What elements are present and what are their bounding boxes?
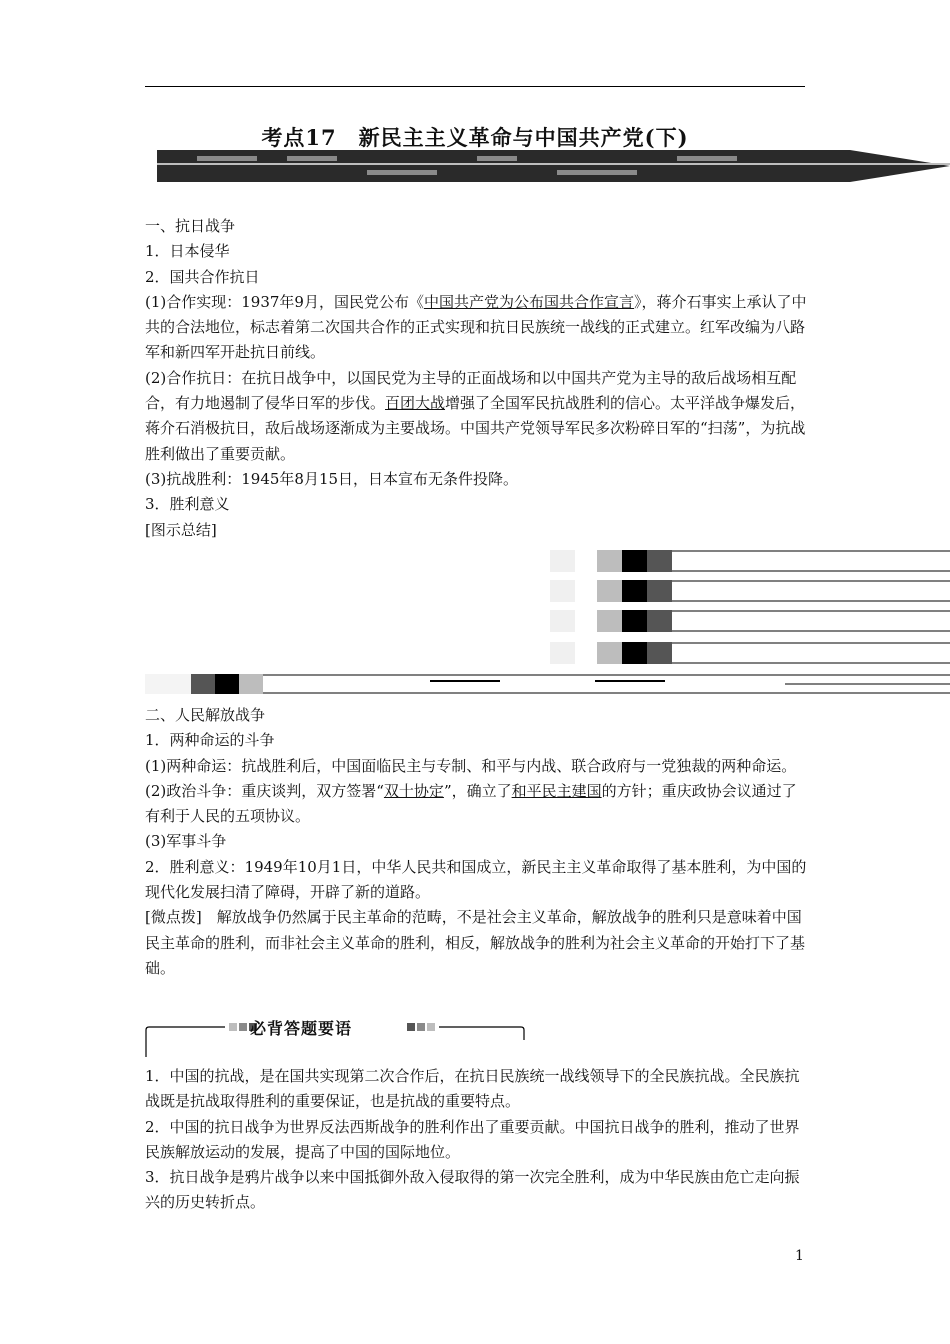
- figure-label: [图示总结]: [145, 520, 217, 539]
- diagram-block: [597, 642, 622, 664]
- section-anti-japanese-war: [145, 214, 809, 543]
- diagram-block: [622, 580, 647, 602]
- underlined-term: 中国共产党为公布国共合作宣言: [423, 292, 634, 311]
- tip-paragraph: [微点拨] 解放战争仍然属于民主革命的范畴，不是社会主义革命，解放战争的胜利只是意味着中国民主革命的胜利，而非社会主义革命的胜利，相反，解放战争的胜利为社会主义革命的开始打下了基础。: [145, 908, 806, 977]
- underlined-term: 和平民主建国: [511, 781, 602, 800]
- diagram-block: [597, 610, 622, 632]
- paragraph: 2．胜利意义：1949年10月1日，中华人民共和国成立，新民主主义革命取得了基本胜利，为中国的现代化发展扫清了障碍，开辟了新的道路。: [145, 857, 807, 902]
- section-heading: 一、抗日战争: [145, 217, 236, 235]
- header-rule: [145, 86, 805, 87]
- diagram-block: [647, 610, 672, 632]
- diagram-block: [550, 550, 575, 572]
- diagram-block: [647, 550, 672, 572]
- section-heading: 二、人民解放战争: [145, 706, 266, 724]
- diagram-block: [239, 674, 263, 694]
- diagram-block: [622, 610, 647, 632]
- key-point: 3．抗日战争是鸦片战争以来中国抵御外敌入侵取得的第一次完全胜利，成为中华民族由危亡走向振兴的历史转折点。: [145, 1168, 800, 1212]
- diagram-block: [550, 580, 575, 602]
- banner-title: 必背答题要语: [250, 1019, 353, 1038]
- diagram-block: [550, 610, 575, 632]
- key-point: 2．中国的抗日战争为世界反法西斯战争的胜利作出了重要贡献。中国抗日战争的胜利，推动了世界民族解放运动的发展，提高了中国的国际地位。: [145, 1117, 800, 1161]
- page-number: 1: [795, 1248, 804, 1264]
- paragraph: (1)两种命运：抗战胜利后，中国面临民主与专制、和平与内战、联合政府与一党独裁的两种命运。: [145, 756, 797, 775]
- diagram-block: [191, 674, 215, 694]
- diagram-block: [647, 642, 672, 664]
- diagram-block: [550, 642, 575, 664]
- paragraph: (3)军事斗争: [145, 832, 227, 851]
- paragraph: (2)政治斗争：重庆谈判，双方签署“双十协定”，确立了和平民主建国的方针；重庆政协会议通过了有利于人民的五项协议。: [145, 781, 797, 826]
- diagram-block: [597, 580, 622, 602]
- key-point: 1．中国的抗战，是在国共实现第二次合作后，在抗日民族统一战线领导下的全民族抗战。全民族抗战既是抗战取得胜利的重要保证，也是抗战的重要特点。: [145, 1067, 800, 1111]
- title-decoration-band: [157, 150, 950, 182]
- paragraph: (2)合作抗日：在抗日战争中，以国民党为主导的正面战场和以中国共产党为主导的敌后战场相互配合，有力地遏制了侵华日军的步伐。百团大战增强了全国军民抗战胜利的信心。太平洋战争爆发后，蒋介石消极抗日，敌后战场逐渐成为主要战场。中国共产党领导军民多次粉碎日军的“扫荡”，为抗战胜利做出了重要贡献。: [145, 368, 806, 463]
- paragraph: (3)抗战胜利：1945年8月15日，日本宣布无条件投降。: [145, 469, 519, 488]
- subheading: 1．日本侵华: [145, 242, 230, 261]
- diagram-block: [145, 674, 191, 694]
- section-liberation-war: [145, 703, 809, 981]
- subheading: 2．国共合作抗日: [145, 267, 260, 286]
- subheading: 1．两种命运的斗争: [145, 731, 275, 750]
- summary-diagram: [145, 548, 950, 696]
- key-points: [145, 1064, 809, 1216]
- page-title: 考点17 新民主主义革命与中国共产党(下): [261, 125, 689, 150]
- underlined-term: 百团大战: [385, 394, 446, 413]
- diagram-block: [215, 674, 239, 694]
- underlined-term: 双十协定: [383, 781, 444, 800]
- diagram-block: [622, 550, 647, 572]
- paragraph: (1)合作实现：1937年9月，国民党公布《中国共产党为公布国共合作宣言》，蒋介石事实上承认了中共的合法地位，标志着第二次国共合作的正式实现和抗日民族统一战线的正式建立。红军改编为八路军和新四军开赴抗日前线。: [145, 292, 807, 362]
- diagram-block: [597, 550, 622, 572]
- diagram-block: [622, 642, 647, 664]
- subheading: 3．胜利意义: [145, 495, 230, 514]
- diagram-block: [647, 580, 672, 602]
